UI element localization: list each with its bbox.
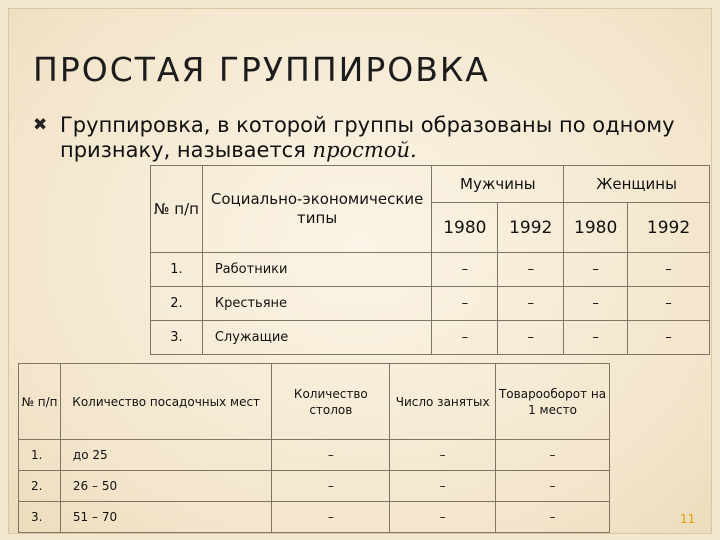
t1-row-num: 3. xyxy=(151,321,203,355)
t1-cell: – xyxy=(564,321,628,355)
t1-cell: – xyxy=(628,253,710,287)
t1-cell: – xyxy=(564,253,628,287)
t2-cell: – xyxy=(390,440,496,471)
t2-row-num: 2. xyxy=(19,471,61,502)
slide-title: ПРОСТАЯ ГРУППИРОВКА xyxy=(33,50,490,89)
t2-row-num: 3. xyxy=(19,502,61,533)
t2-header-seats: Количество посадочных мест xyxy=(60,364,272,440)
t1-row-label: Служащие xyxy=(202,321,432,355)
t1-row-label: Крестьяне xyxy=(202,287,432,321)
table-row xyxy=(151,287,710,321)
t1-cell: – xyxy=(628,287,710,321)
t2-header-employees: Число занятых xyxy=(390,364,496,440)
t2-cell: – xyxy=(272,502,390,533)
bullet-text xyxy=(60,113,710,163)
table-row xyxy=(19,502,610,533)
t1-header-year: 1980 xyxy=(564,203,628,253)
t1-cell: – xyxy=(432,321,498,355)
bullet-emphasis: простой. xyxy=(312,138,417,162)
t2-row-seats: 26 – 50 xyxy=(60,471,272,502)
t1-cell: – xyxy=(432,287,498,321)
t1-cell: – xyxy=(628,321,710,355)
t1-row-num: 2. xyxy=(151,287,203,321)
t1-cell: – xyxy=(564,287,628,321)
t2-cell: – xyxy=(496,440,610,471)
t1-header-type: Социально-экономические типы xyxy=(202,166,432,253)
t1-header-women: Женщины xyxy=(564,166,710,203)
page-number: 11 xyxy=(680,512,696,526)
table-row xyxy=(151,321,710,355)
t1-cell: – xyxy=(498,253,564,287)
t1-row-label: Работники xyxy=(202,253,432,287)
t1-header-year: 1992 xyxy=(498,203,564,253)
table-row xyxy=(19,440,610,471)
t1-row-num: 1. xyxy=(151,253,203,287)
table-seating xyxy=(18,363,610,533)
table-row xyxy=(151,253,710,287)
table-social-types xyxy=(150,165,710,355)
t1-header-year: 1992 xyxy=(628,203,710,253)
t2-cell: – xyxy=(272,440,390,471)
table-row xyxy=(19,471,610,502)
t2-header-num: № п/п xyxy=(19,364,61,440)
t2-header-tables: Количество столов xyxy=(272,364,390,440)
t2-row-num: 1. xyxy=(19,440,61,471)
t2-cell: – xyxy=(390,502,496,533)
t2-row-seats: до 25 xyxy=(60,440,272,471)
t2-cell: – xyxy=(496,471,610,502)
t2-header-turnover: Товарооборот на 1 место xyxy=(496,364,610,440)
t2-row-seats: 51 – 70 xyxy=(60,502,272,533)
t1-header-men: Мужчины xyxy=(432,166,564,203)
x-mark-bullet-icon: ✖ xyxy=(33,115,48,135)
t2-cell: – xyxy=(496,502,610,533)
bullet-definition: Группировка, в которой группы образованы по одному признаку, называется xyxy=(60,113,675,162)
t1-cell: – xyxy=(432,253,498,287)
t1-cell: – xyxy=(498,321,564,355)
t2-cell: – xyxy=(390,471,496,502)
t1-header-num: № п/п xyxy=(151,166,203,253)
t1-cell: – xyxy=(498,287,564,321)
t2-cell: – xyxy=(272,471,390,502)
t1-header-year: 1980 xyxy=(432,203,498,253)
